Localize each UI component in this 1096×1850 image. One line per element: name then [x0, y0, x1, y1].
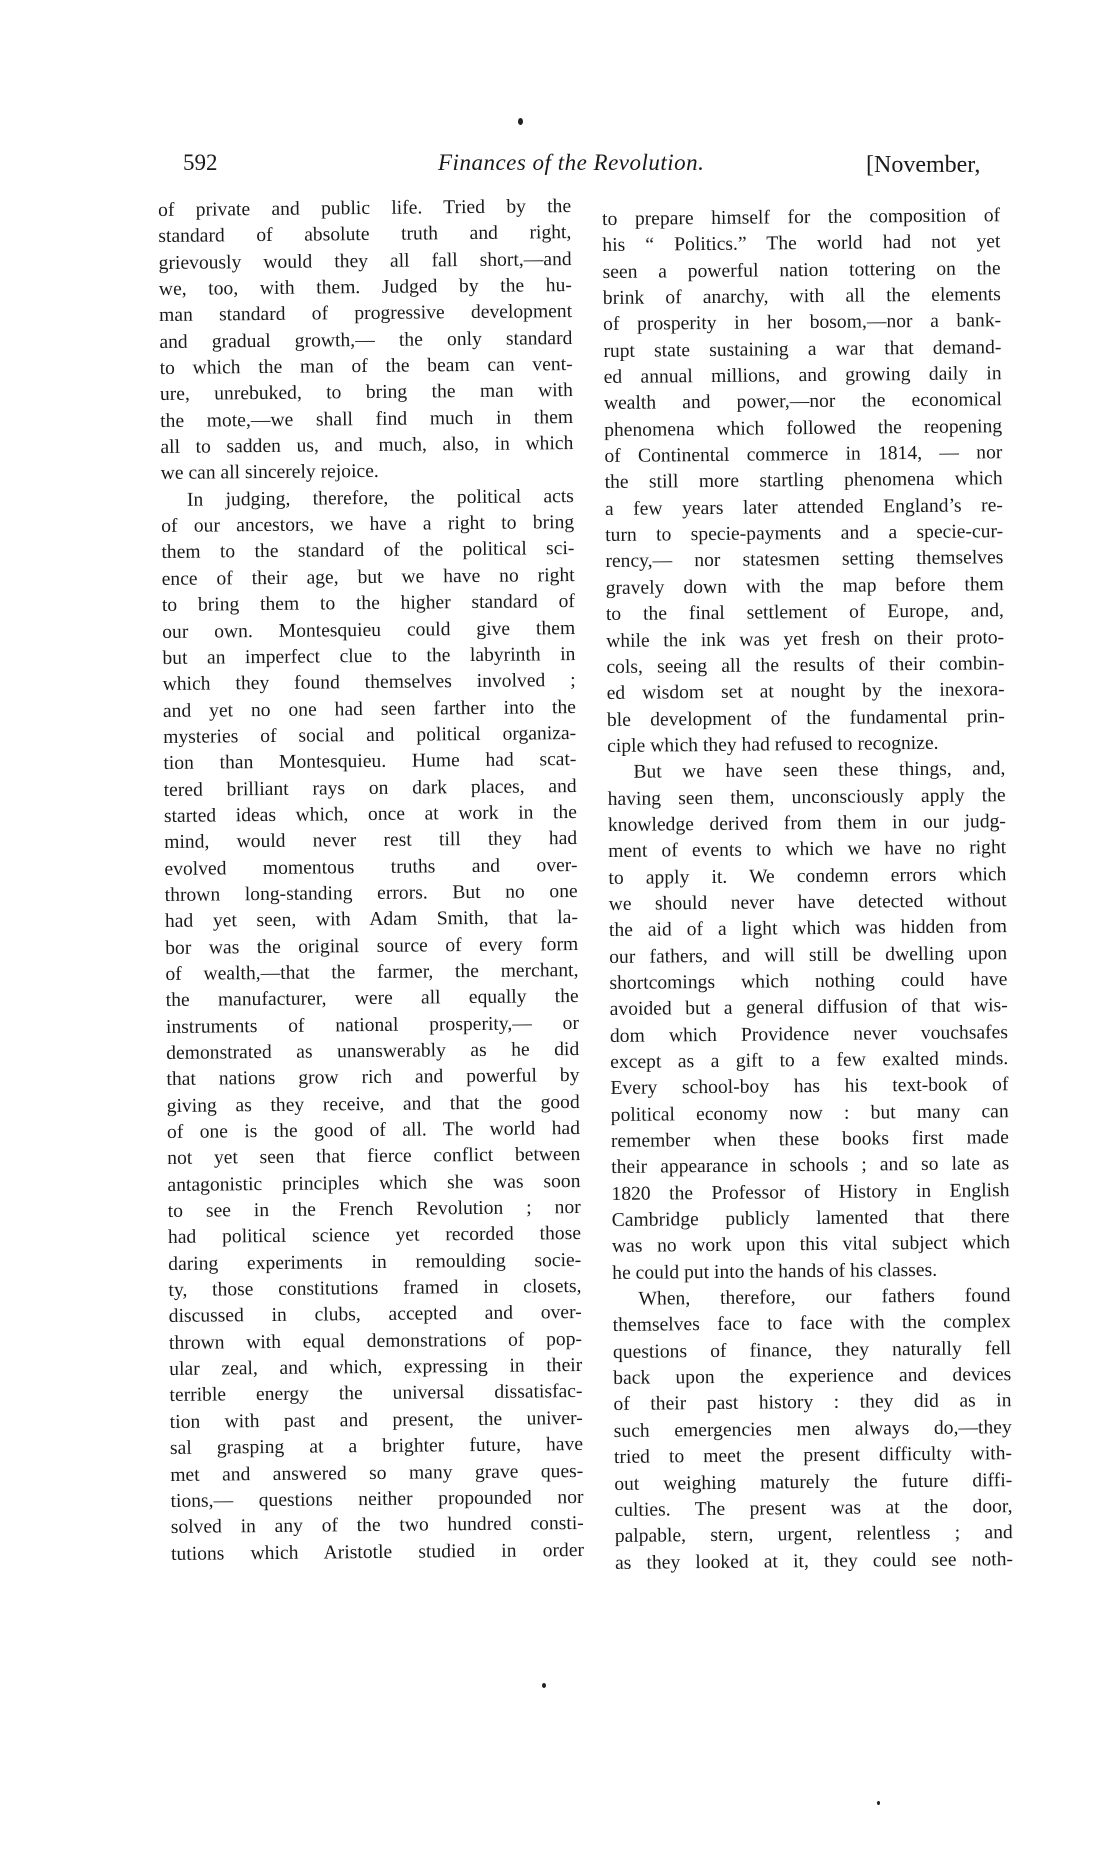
text-line: mysteries of social and political organiza-	[163, 722, 577, 748]
text-line: their appearance in schools ; and so late as	[611, 1153, 1010, 1179]
text-line: thrown with equal demonstrations of pop-	[168, 1328, 583, 1354]
text-line: to apply it. We condemn errors which	[608, 863, 1007, 889]
text-line: back upon the experience and devices	[613, 1364, 1012, 1390]
text-line: phenomena which followed the reopening	[604, 415, 1003, 441]
text-line: his “ Politics.” The world had not yet	[602, 231, 1001, 257]
text-line: all to sadden us, and much, also, in which	[160, 433, 574, 459]
text-line: standard of absolute truth and right,	[158, 222, 572, 248]
text-line: tried to meet the present difficulty with-	[613, 1443, 1013, 1469]
left-column	[158, 194, 584, 1568]
text-line: bor was the original source of every form	[165, 933, 579, 959]
text-line: to bring them to the higher standard of	[161, 591, 575, 617]
text-line: gravely down with the map before them	[605, 573, 1004, 599]
text-line: the still more startling phenomena which	[604, 468, 1003, 494]
text-line: demonstrated as unanswerably as he did	[166, 1038, 580, 1064]
text-line: the aid of a light which was hidden from	[608, 916, 1008, 942]
text-line: dom which Providence never vouchsafes	[609, 1021, 1009, 1047]
running-title: Finances of the Revolution.	[438, 150, 705, 175]
text-line: giving as they receive, and that the good	[166, 1091, 580, 1117]
text-line: culties. The present was at the door,	[614, 1495, 1013, 1521]
text-line: to prepare himself for the composition of	[602, 205, 1001, 230]
text-line: we can all sincerely rejoice.	[160, 461, 379, 485]
text-line: ure, unrebuked, to bring the man with	[159, 380, 573, 406]
text-line: tion than Montesquieu. Hume had scat-	[163, 749, 577, 775]
text-line: avoided but a general diffusion of that wis-	[609, 995, 1008, 1021]
text-line: Cambridge publicly lamented that there	[611, 1206, 1010, 1232]
text-line: remember when these books first made	[610, 1127, 1010, 1152]
text-line: tions,— questions neither propounded nor	[170, 1486, 584, 1512]
text-line: the manufacturer, were all equally the	[165, 986, 579, 1012]
text-line: not yet seen that fierce conflict between	[167, 1144, 581, 1170]
text-line: of their past history : they did as in	[613, 1390, 1012, 1416]
text-line: ence of their age, but we have no right	[161, 564, 575, 590]
text-line: of our ancestors, we have a right to bring	[161, 512, 575, 538]
text-line: met and answered so many grave ques-	[170, 1460, 584, 1486]
text-line: Every school-boy has his text-book of	[610, 1074, 1009, 1100]
text-line: the mote,—we shall find much in them	[160, 406, 574, 432]
text-line: and gradual growth,— the only standard	[159, 327, 573, 353]
text-line: daring experiments in remoulding socie-	[168, 1249, 582, 1275]
page-number: 592	[183, 150, 218, 175]
text-line: brink of anarchy, with all the elements	[602, 284, 1001, 310]
text-line: and yet no one had seen farther into the	[162, 696, 577, 722]
text-line: our own. Montesquieu could give them	[162, 617, 576, 643]
text-line: our fathers, and will still be dwelling upon	[609, 942, 1008, 968]
text-line: seen a powerful nation tottering on the	[602, 257, 1001, 283]
text-line: terrible energy the universal dissatisfac-	[169, 1381, 583, 1407]
text-line: out weighing maturely the future diffi-	[614, 1469, 1013, 1495]
scan-speck-top	[518, 118, 523, 125]
text-line: of Continental commerce in 1814, — nor	[604, 442, 1003, 468]
text-line: tutions which Aristotle studied in order	[170, 1539, 585, 1565]
text-line: started ideas which, once at work in the	[163, 801, 578, 827]
text-line: except as a gift to a few exalted minds.	[610, 1048, 1009, 1073]
text-line: In judging, therefore, the political acts	[186, 485, 574, 511]
text-line: ed wisdom set at nought by the inexora-	[606, 679, 1005, 705]
text-line: solved in any of the two hundred consti-	[170, 1513, 584, 1539]
text-line: ment of events to which we have no right	[608, 837, 1007, 863]
text-line: to which the man of the beam can vent-	[159, 354, 573, 380]
text-line: But we have seen these things, and,	[633, 758, 1006, 783]
text-line: palpable, stern, urgent, relentless ; and	[614, 1522, 1013, 1548]
text-line: discussed in clubs, accepted and over-	[168, 1302, 582, 1328]
text-line: rency,— nor statesmen setting themselves	[605, 547, 1004, 573]
text-line: had yet seen, with Adam Smith, that la-	[164, 907, 579, 933]
text-line: themselves face to face with the complex	[612, 1311, 1011, 1337]
text-line: a few years later attended England’s re-	[604, 494, 1003, 520]
text-line: ciple which they had refused to recognize.	[607, 732, 939, 757]
text-line: cols, seeing all the results of their combin-	[606, 653, 1005, 678]
text-line: grievously would they all fall short,—and	[158, 248, 572, 274]
text-line: sal grasping at a brighter future, have	[169, 1434, 584, 1460]
running-header	[0, 150, 1096, 186]
text-line: thrown long-standing errors. But no one	[164, 880, 578, 906]
text-line: 1820 the Professor of History in English	[611, 1179, 1010, 1205]
text-line: of private and public life. Tried by the	[158, 196, 572, 221]
text-line: ular zeal, and which, expressing in their	[169, 1355, 583, 1381]
text-line: ble development of the fundamental prin-	[606, 705, 1006, 731]
text-line: When, therefore, our fathers found	[638, 1285, 1011, 1310]
text-line: instruments of national prosperity,— or	[165, 1012, 580, 1038]
text-line: them to the standard of the political sci-	[161, 538, 575, 564]
text-line: which they found themselves involved ;	[162, 670, 576, 696]
scan-speck-bottom-center	[542, 1683, 546, 1688]
text-line: knowledge derived from them in our judg-	[607, 811, 1007, 836]
text-line: of one is the good of all. The world had	[166, 1118, 581, 1143]
text-line: shortcomings which nothing could have	[609, 969, 1008, 994]
text-line: we should never have detected without	[608, 890, 1007, 915]
text-line: to see in the French Revolution ; nor	[167, 1197, 581, 1223]
text-line: as they looked at it, they could see noth-	[614, 1548, 1014, 1574]
text-line: of wealth,—that the farmer, the merchant,	[165, 959, 579, 985]
text-line: having seen them, unconsciously apply the	[607, 784, 1006, 810]
text-line: was no work upon this vital subject which	[611, 1232, 1011, 1258]
text-line: man standard of progressive development	[159, 301, 573, 327]
text-line: that nations grow rich and powerful by	[166, 1065, 580, 1091]
text-line: wealth and power,—nor the economical	[603, 389, 1002, 415]
text-line: while the ink was yet fresh on their proto-	[606, 626, 1005, 652]
text-line: tion with past and present, the univer-	[169, 1407, 583, 1433]
text-line: ty, those constitutions framed in closets,	[168, 1276, 582, 1302]
text-line: we, too, with them. Judged by the hu-	[158, 275, 572, 301]
issue-month: [November,	[866, 152, 981, 178]
text-line: political economy now : but many can	[610, 1100, 1009, 1126]
text-line: mind, would never rest till they had	[164, 828, 578, 854]
scan-speck-bottom-right	[877, 1801, 880, 1805]
text-line: such emergencies men always do,—they	[613, 1416, 1012, 1442]
text-line: to the final settlement of Europe, and,	[605, 600, 1004, 626]
text-line: turn to specie-payments and a specie-cur-	[605, 521, 1004, 547]
text-line: had political science yet recorded those	[167, 1223, 582, 1249]
text-line: ed annual millions, and growing daily in	[603, 363, 1002, 389]
text-line: rupt state sustaining a war that demand-	[603, 336, 1002, 362]
text-line: evolved momentous truths and over-	[164, 854, 578, 880]
right-column	[602, 203, 1013, 1577]
text-line: questions of finance, they naturally fell	[612, 1337, 1012, 1363]
text-line: he could put into the hands of his classes.	[612, 1259, 938, 1284]
text-line: of prosperity in her bosom,—nor a bank-	[603, 310, 1002, 336]
text-line: antagonistic principles which she was soon	[167, 1170, 581, 1196]
text-line: but an imperfect clue to the labyrinth in	[162, 643, 576, 669]
text-line: tered brilliant rays on dark places, and	[163, 775, 577, 801]
